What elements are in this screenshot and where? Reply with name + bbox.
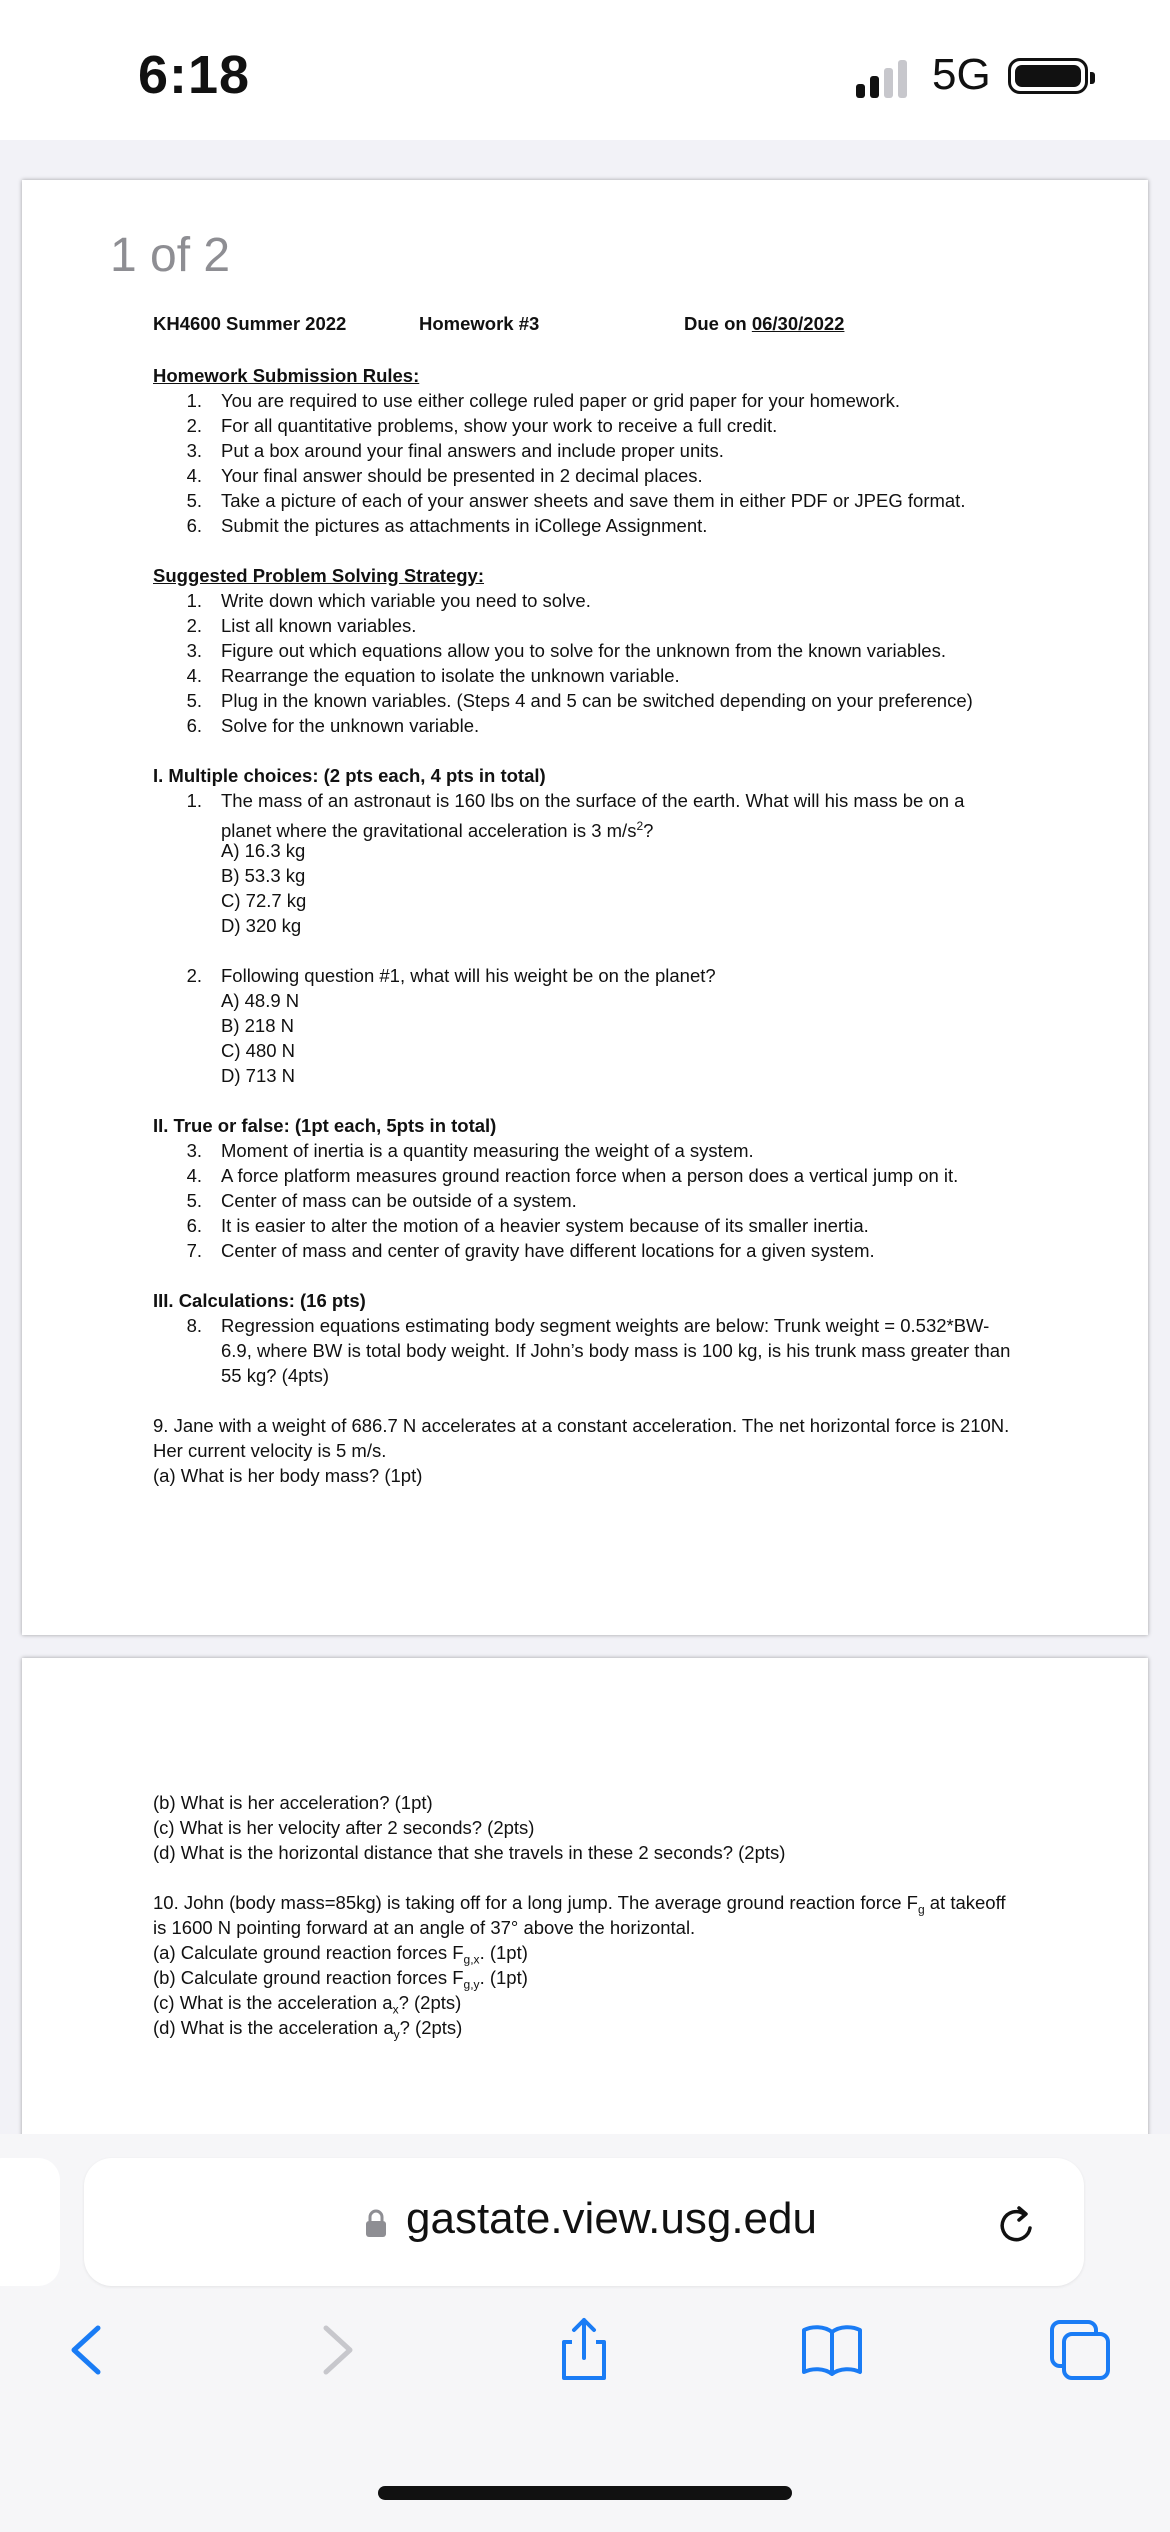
option: D) 320 kg — [221, 915, 302, 936]
tabs-icon[interactable] — [1044, 2314, 1116, 2386]
list-number: 3. — [186, 1140, 202, 1161]
list-item: Take a picture of each of your answer sheets and save them in either PDF or JPEG format. — [221, 490, 966, 511]
document-page-2 — [22, 1658, 1148, 2140]
list-number: 1. — [186, 390, 202, 411]
rules-title: Homework Submission Rules: — [153, 365, 420, 386]
option: C) 480 N — [221, 1040, 296, 1061]
list-number: 4. — [186, 1165, 202, 1186]
option: D) 713 N — [221, 1065, 296, 1086]
option: A) 16.3 kg — [221, 840, 306, 861]
address-bar[interactable] — [84, 2158, 1084, 2286]
question-2-text: Following question #1, what will his weight be on the planet? — [221, 965, 716, 986]
list-item: Your final answer should be presented in 2 decimal places. — [221, 465, 703, 486]
list-number: 2. — [186, 615, 202, 636]
mc-title: I. Multiple choices: (2 pts each, 4 pts in total) — [153, 765, 546, 786]
question-1-text-cont: planet where the gravitational acceleration is 3 $m/s^2$? — [221, 819, 654, 842]
option: A) 48.9 N — [221, 990, 300, 1011]
list-item: Write down which variable you need to solve. — [221, 590, 591, 611]
strategy-title: Suggested Problem Solving Strategy: — [153, 565, 485, 586]
bookmarks-icon[interactable] — [796, 2314, 868, 2386]
list-item: You are required to use either college ruled paper or grid paper for your homework. — [221, 390, 901, 411]
list-number: 8. — [186, 1315, 202, 1336]
question-9-text: 9. Jane with a weight of 686.7 N accelerates at a constant acceleration. The net horizontal force is 210N. — [153, 1415, 1010, 1436]
list-number: 6. — [186, 1215, 202, 1236]
list-number: 5. — [186, 690, 202, 711]
home-indicator[interactable] — [378, 2486, 792, 2500]
browser-chrome — [0, 2134, 1170, 2532]
question-9-text: Her current velocity is 5 m/s. — [153, 1440, 387, 1461]
question-8-text: 6.9, where BW is total body weight. If John’s body mass is 100 kg, is his trunk mass greater than — [221, 1340, 1011, 1361]
list-item: Moment of inertia is a quantity measuring the weight of a system. — [221, 1140, 754, 1161]
list-number: 3. — [186, 440, 202, 461]
question-9-text: (d) What is the horizontal distance that she travels in these 2 seconds? (2pts) — [153, 1842, 786, 1863]
option: B) 218 N — [221, 1015, 295, 1036]
list-item: Put a box around your final answers and include proper units. — [221, 440, 724, 461]
list-number: 4. — [186, 665, 202, 686]
page-indicator: 1 of 2 — [110, 229, 231, 282]
share-icon[interactable] — [548, 2314, 620, 2386]
list-number: 2. — [186, 415, 202, 436]
status-time: 6:18 — [138, 45, 251, 105]
question-number: 2. — [186, 965, 202, 986]
url-text[interactable]: gastate.view.usg.edu — [406, 2194, 817, 2243]
reload-icon[interactable] — [992, 2202, 1042, 2252]
question-10-part: (a) Calculate ground reaction forces $F_{g,x}$. (1pt) — [153, 1942, 528, 1967]
question-10-text: 10. John (body mass=85kg) is taking off for a long jump. The average ground reaction force $F_g$ at takeoff — [153, 1892, 1006, 1917]
list-item: A force platform measures ground reaction force when a person does a vertical jump on it. — [221, 1165, 959, 1186]
list-number: 6. — [186, 715, 202, 736]
forward-icon[interactable] — [300, 2314, 372, 2386]
due-date: Due on 06/30/2022 — [684, 313, 845, 334]
document-viewer[interactable] — [0, 140, 1170, 2140]
document-page-1 — [22, 180, 1148, 1635]
question-number: 1. — [186, 790, 202, 811]
question-10-text: is 1600 N pointing forward at an angle of 37° above the horizontal. — [153, 1917, 696, 1938]
list-number: 5. — [186, 490, 202, 511]
status-bar — [0, 0, 1170, 140]
question-9-text: (a) What is her body mass? (1pt) — [153, 1465, 423, 1486]
list-number: 5. — [186, 1190, 202, 1211]
list-number: 7. — [186, 1240, 202, 1261]
cellular-signal-icon — [856, 58, 912, 98]
list-number: 6. — [186, 515, 202, 536]
question-10-part: (c) What is the acceleration $a_x$? (2pts) — [153, 1992, 462, 2017]
list-item: It is easier to alter the motion of a heavier system because of its smaller inertia. — [221, 1215, 869, 1236]
question-9-text: (c) What is her velocity after 2 seconds? (2pts) — [153, 1817, 535, 1838]
list-item: List all known variables. — [221, 615, 417, 636]
list-item: Center of mass can be outside of a system. — [221, 1190, 577, 1211]
list-item: Submit the pictures as attachments in iCollege Assignment. — [221, 515, 708, 536]
back-icon[interactable] — [52, 2314, 124, 2386]
question-10-part: (b) Calculate ground reaction forces $F_{g,y}$. (1pt) — [153, 1967, 528, 1992]
list-item: Plug in the known variables. (Steps 4 and 5 can be switched depending on your preference) — [221, 690, 973, 711]
tf-title: II. True or false: (1pt each, 5pts in total) — [153, 1115, 497, 1136]
list-item: Solve for the unknown variable. — [221, 715, 480, 736]
question-9-text: (b) What is her acceleration? (1pt) — [153, 1792, 433, 1813]
network-type: 5G — [932, 50, 991, 99]
calc-title: III. Calculations: (16 pts) — [153, 1290, 366, 1311]
previous-tab-preview[interactable] — [0, 2158, 60, 2286]
option: B) 53.3 kg — [221, 865, 306, 886]
course-title: KH4600 Summer 2022 — [153, 313, 347, 334]
lock-icon — [364, 2208, 388, 2238]
list-item: Rearrange the equation to isolate the unknown variable. — [221, 665, 680, 686]
question-10-part: (d) What is the acceleration $a_y$? (2pts) — [153, 2017, 463, 2042]
homework-title: Homework #3 — [419, 313, 540, 334]
list-number: 1. — [186, 590, 202, 611]
list-number: 4. — [186, 465, 202, 486]
list-item: For all quantitative problems, show your work to receive a full credit. — [221, 415, 778, 436]
list-number: 3. — [186, 640, 202, 661]
list-item: Figure out which equations allow you to solve for the unknown from the known variables. — [221, 640, 946, 661]
option: C) 72.7 kg — [221, 890, 307, 911]
list-item: Center of mass and center of gravity have different locations for a given system. — [221, 1240, 875, 1261]
question-8-text: 55 kg? (4pts) — [221, 1365, 329, 1386]
question-1-text: The mass of an astronaut is 160 lbs on the surface of the earth. What will his mass be on a — [221, 790, 965, 811]
battery-icon — [1008, 58, 1088, 94]
question-8-text: Regression equations estimating body segment weights are below: Trunk weight = 0.532*BW- — [221, 1315, 990, 1336]
